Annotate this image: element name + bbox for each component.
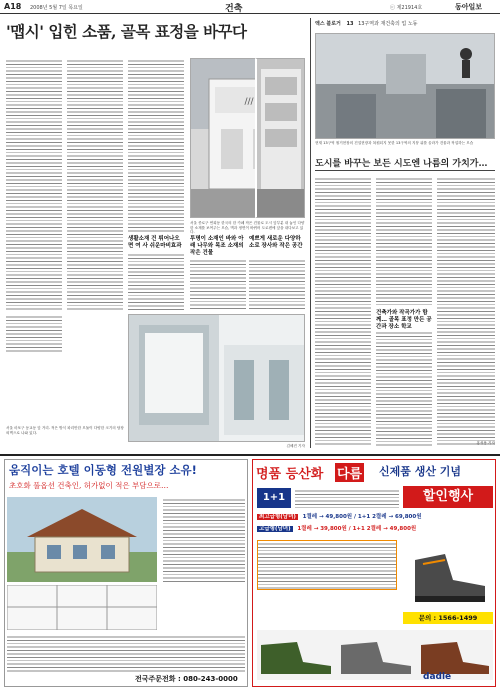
price-1: 1켤레 → 49,800원 / 1+1 2켤레 → 69,800원 [302,514,422,520]
shoe-ad-promo: 다름 [335,463,364,482]
article-subhead-2: 투명이 소재인 바와 아래 나무와 목조 소재의 작은 건물 [190,236,244,256]
floorplan-icon [7,585,157,630]
right-column-3 [437,176,495,446]
price-2: 1켤레 → 39,800원 / 1+1 2켤레 → 49,800원 [297,526,417,532]
price-1-label: 최고급형(남녀) [259,514,296,520]
hiking-boot-icon [405,540,491,610]
right-column-2b [376,330,432,446]
series-number: 13 [346,21,354,27]
section-title: 건축 [225,4,243,14]
bottom-photo [128,314,305,442]
masthead [0,0,500,14]
right-photo [315,33,495,139]
shoe-lineup-icon [257,630,493,680]
newspaper-name: 동아일보 [455,3,483,11]
price-row-1 [257,512,493,523]
house-ad-phone[interactable]: 전국주문전화 : 080-243-0000 [135,675,238,683]
house-ad-body [7,634,245,672]
main-headline: '맵시' 입힌 소품, 골목 표정을 바꾸다 [6,22,247,41]
right-headline: 도시를 바꾸는 보든 시도엔 나름의 가치가… [315,159,488,169]
right-photo-caption: 현재 13구역 철거현장의 건설현장과 복원되지 못한 13구역의 지붕 위를 올라가 건물과 작업하는 모습 [315,141,474,145]
article-column-2 [67,58,123,310]
series-title: 13구역과 재건축의 업 노동 [358,21,418,27]
side-photo [255,58,305,218]
house-ad-copy [163,497,245,582]
price-2-label: 고급형(남녀) [259,526,291,532]
shoe-ad-details [257,540,397,590]
ad-divider [0,454,500,456]
article-column-3b [128,252,184,310]
page-number: A18 [4,2,22,11]
right-headline-rule [315,170,495,171]
shoe-ad-headline: 신제품 생산 기념 [379,465,462,478]
house-photo-icon [7,497,157,582]
shoe-brand-logo: dadle [423,672,452,682]
street-photo-illustration [129,315,305,442]
price-row-2 [257,524,493,535]
article-column-5 [249,258,305,310]
shoe-ad-phone[interactable]: 문의 : 1566-1499 [403,612,493,624]
right-subhead: 건축가와 작곡가가 함께… 골목 표정 만든 공간과 장소 학교 [376,310,432,330]
house-ad-headline: 움직이는 호텔 이동형 전원별장 소유! [9,463,197,477]
article-column-1 [6,58,62,310]
right-column-1 [315,176,371,446]
series-badge: 엑스 블로거 [315,21,341,27]
column-divider [310,18,311,448]
shoe-ad-banner [253,460,496,484]
article-column-4 [190,258,246,310]
article-column-6 [6,314,62,352]
article-subhead-3: 예쁘게 새로운 다양하 소로 장사와 작은 공간 [249,236,303,249]
photo-caption-top: 서울 종로구 연희동 한국의 한 카페 작은 건물로 도시 앞부분 내 놓인 다양한 소재를 보여주는 모습, 벽과 정면이 바뀌어 도로변에 앞을 내다보고 있다. [190,221,305,235]
shoe-ad-sale: 할인행사 [403,486,493,508]
house-ad-subline: 초호화 풀옵션 건축인, 허가없이 적은 부담으로… [9,481,169,490]
article-subhead-1: 생활소재 건 튀어나오면 여 사 쉬운마비효과 [128,236,182,249]
edition-number: ⓒ 제21914호 [390,5,423,11]
house-ad[interactable] [4,459,248,687]
photo-caption-bottom: 서울 마포구 동교동 앞 거리. 적은 방식 파리만한 모듈이 다양한 크기의 담장 외벽으로 나와 있다. [6,426,124,435]
building-photo-illustration-2 [257,59,305,218]
right-column-2 [376,176,432,306]
series-header [315,20,495,30]
issue-date: 2008년 5월 7일 목요일 [30,5,83,11]
right-credit: 홍성용 기자 [476,441,495,445]
shoe-ad-offer: 1+1 [257,488,291,508]
shoe-ad[interactable] [252,459,496,687]
shoe-ad-brand: 명품 등산화 [256,467,324,482]
rooftop-photo-illustration [316,34,495,139]
svg-text:///: /// [244,97,254,107]
article-column-3 [128,58,184,233]
shoe-ad-copy [295,488,399,508]
photo-credit: 김혜진 기자 [286,444,305,448]
